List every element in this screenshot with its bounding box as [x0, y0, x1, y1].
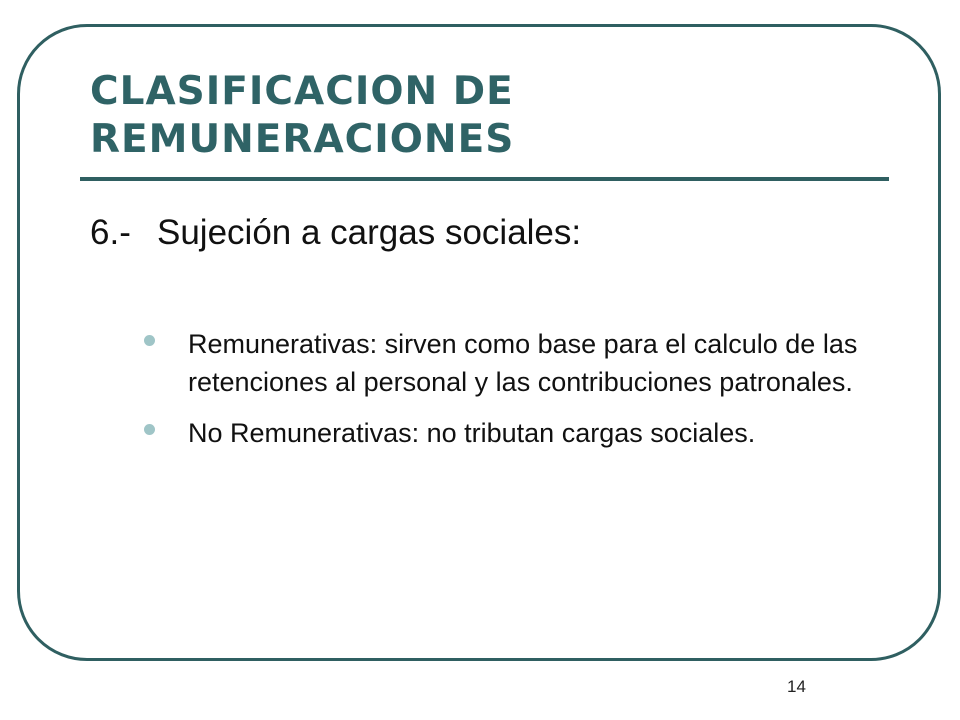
- list-item: [140, 414, 860, 452]
- bullet-list: [140, 325, 860, 465]
- title-line-2: REMUNERACIONES: [90, 117, 515, 162]
- page-number: 14: [787, 677, 806, 696]
- title-divider: [80, 177, 889, 181]
- slide-title: [90, 68, 890, 164]
- bullet-text: No Remunerativas: no tributan cargas sociales.: [188, 418, 756, 448]
- list-item: [140, 325, 860, 401]
- section-number: 6.-: [90, 213, 131, 252]
- title-line-1: CLASIFICACION DE: [90, 69, 514, 114]
- section-heading: [90, 211, 581, 255]
- bullet-icon: [144, 424, 155, 435]
- bullet-text: Remunerativas: sirven como base para el calculo de las retenciones al personal y las contribuciones patronales.: [188, 329, 858, 397]
- bullet-icon: [144, 335, 155, 346]
- section-heading-text: Sujeción a cargas sociales:: [157, 213, 582, 252]
